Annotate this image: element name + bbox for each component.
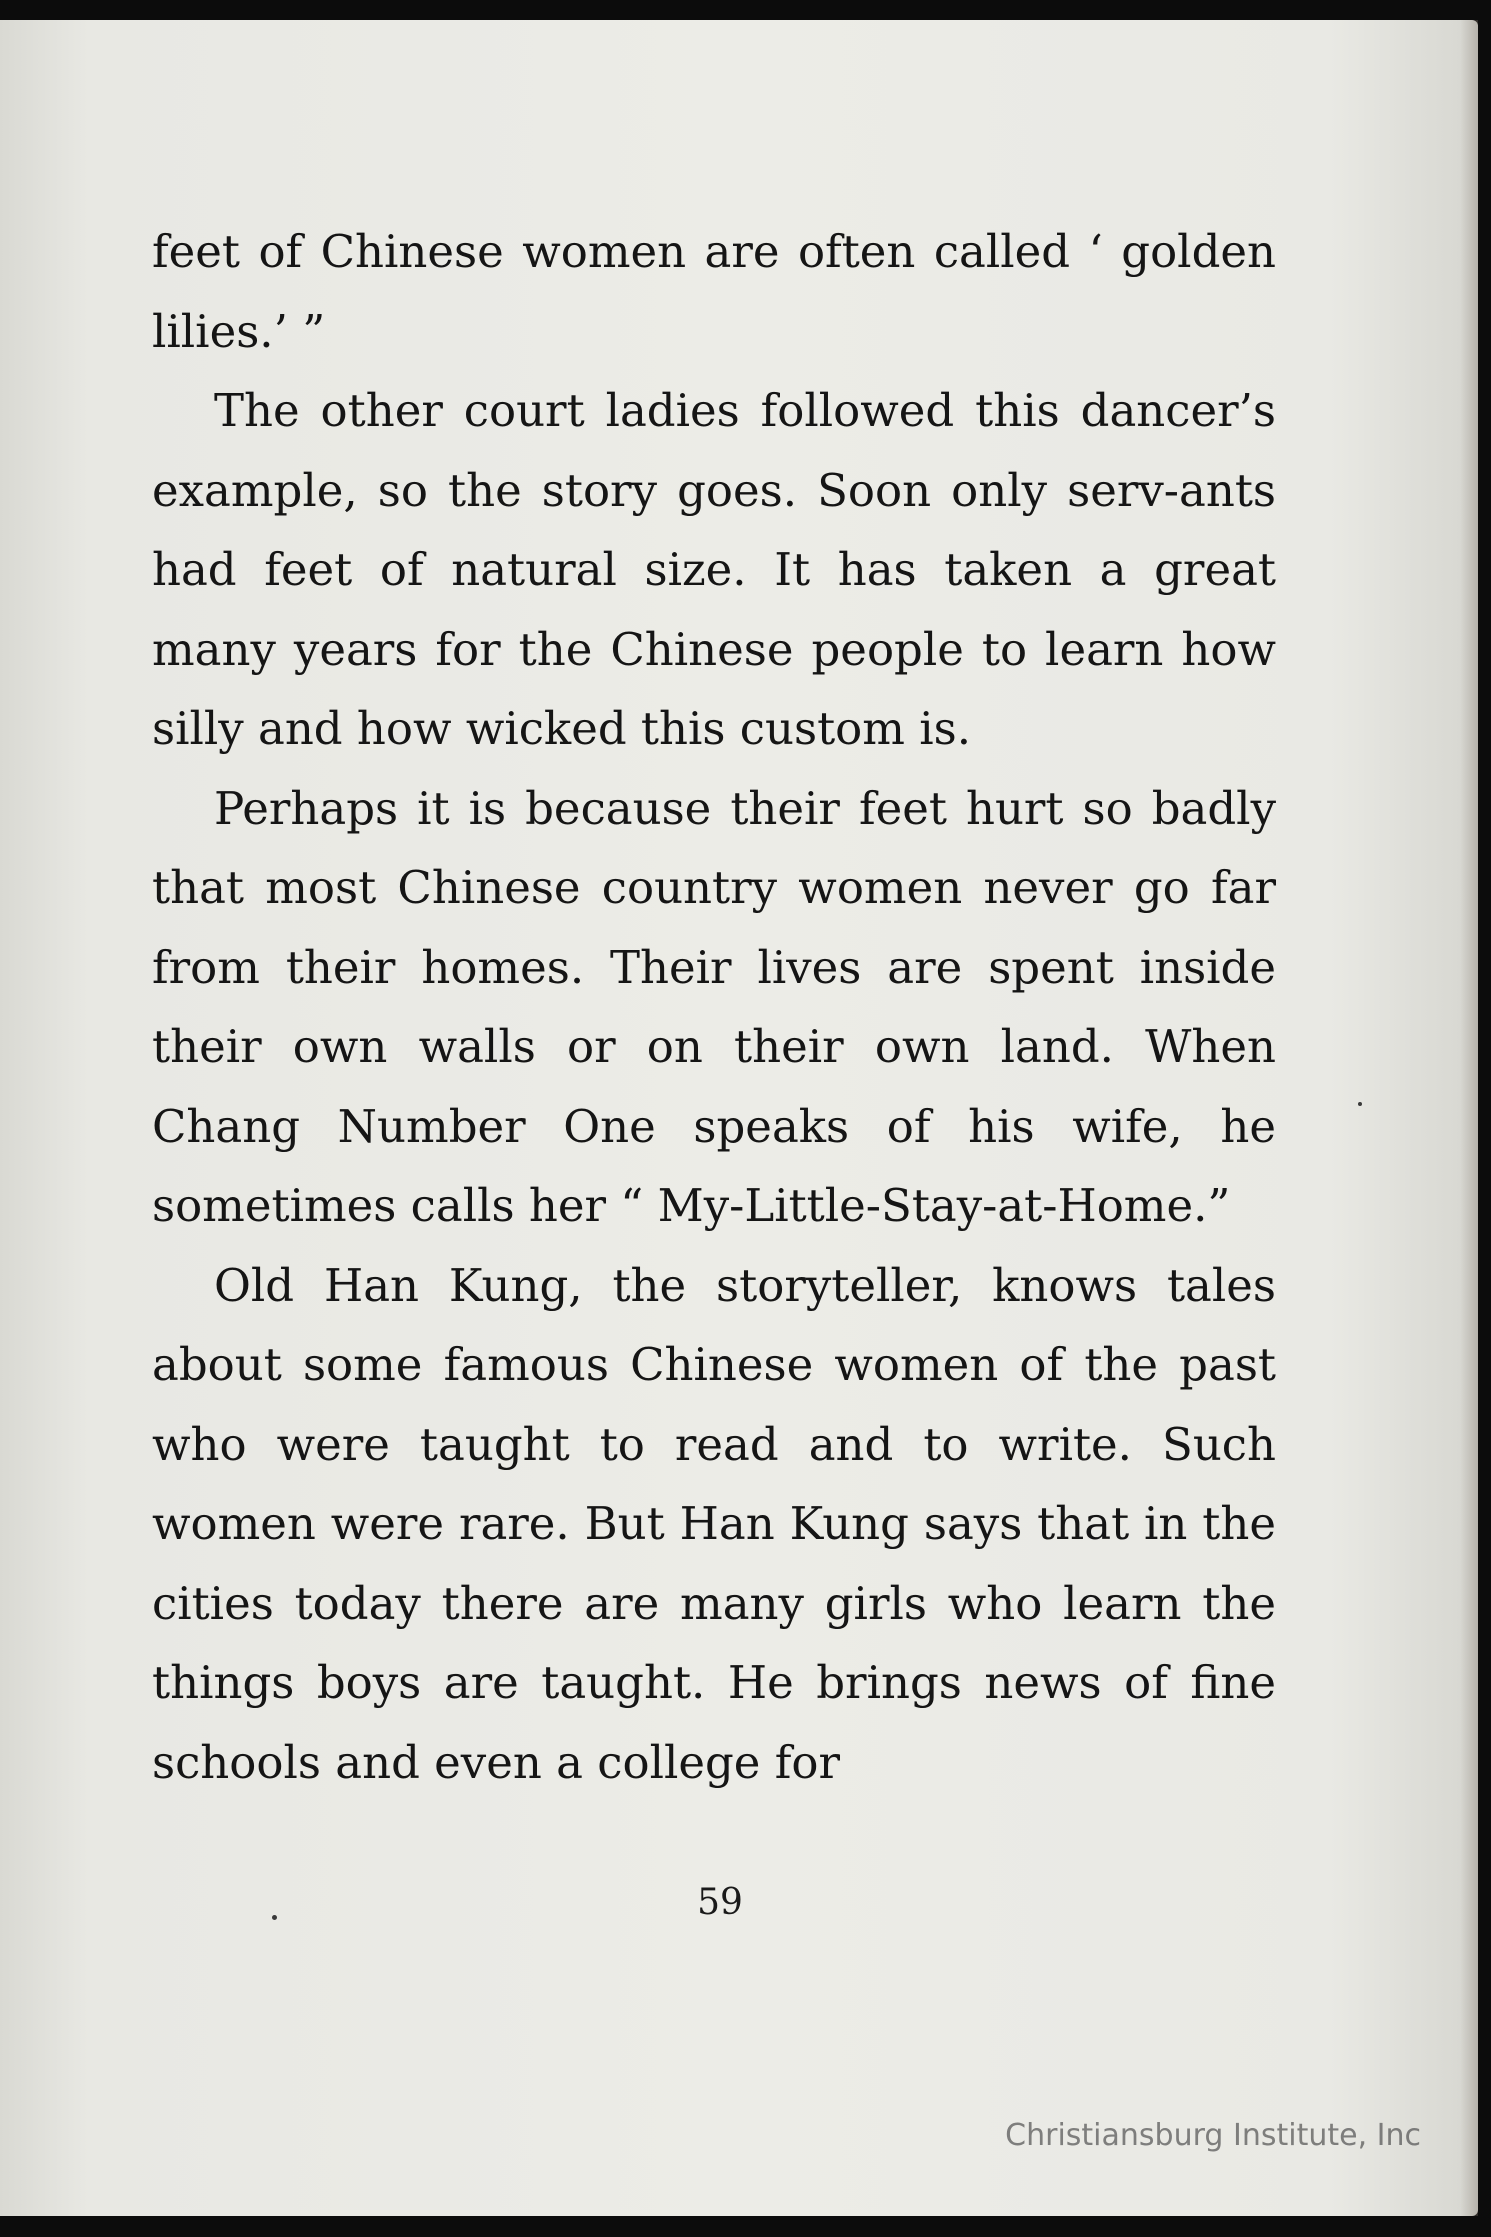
book-page <box>0 20 1478 2216</box>
dust-speck <box>1358 1102 1362 1106</box>
dust-speck <box>272 1915 277 1920</box>
paragraph-continued: feet of Chinese women are often called ‘ golden lilies.’ ” <box>152 225 1276 358</box>
page-number: 59 <box>697 1882 743 1923</box>
watermark-text: Christiansburg Institute, Inc <box>1005 2118 1421 2153</box>
paragraph-han-kung: Old Han Kung, the storyteller, knows tales about some famous Chinese women of the past who were taught to read and to write. Such women were rare. But Han Kung says that in the cities today there are many girls who learn the things boys are taught. He brings news of fine schools and even a college for <box>152 1258 1276 1789</box>
body-text <box>152 212 1276 1802</box>
paragraph-court-ladies: The other court ladies followed this dancer’s example, so the story goes. Soon only serv-ants had feet of natural size. It has taken a great many years for the Chinese people to learn how silly and how wicked this custom is. <box>152 384 1276 755</box>
paragraph-country-women: Perhaps it is because their feet hurt so badly that most Chinese country women never go far from their homes. Their lives are spent inside their own walls or on their own land. When Chang Number One speaks of his wife, he sometimes calls her “ My-Little-Stay-at-Home.” <box>152 781 1276 1232</box>
page-edge-shadow <box>1460 20 1478 2216</box>
